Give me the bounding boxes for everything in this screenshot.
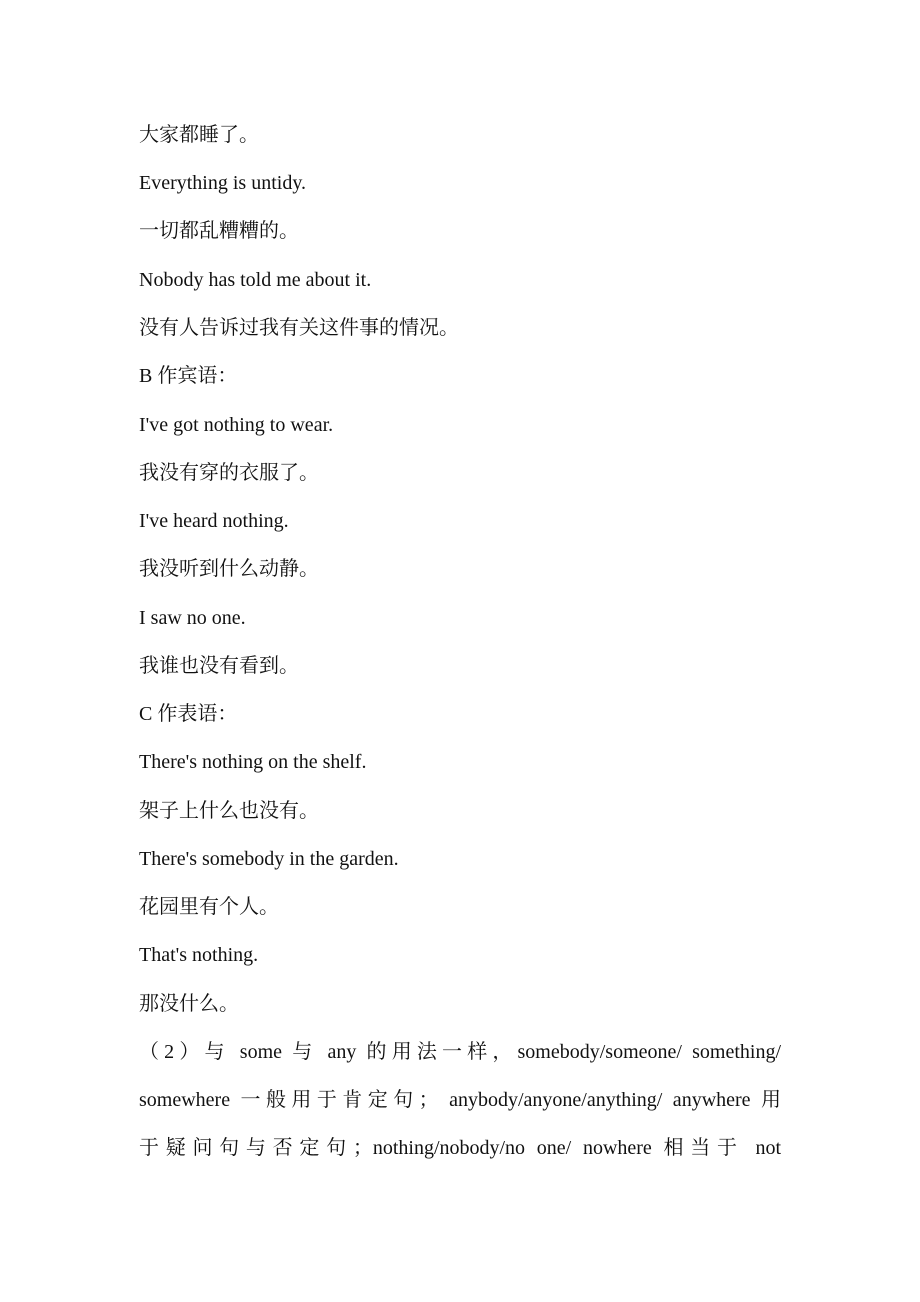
- text-line: Nobody has told me about it.: [139, 269, 372, 291]
- text-line: 一切都乱糟糟的。: [139, 220, 299, 242]
- text-line: I saw no one.: [139, 607, 246, 629]
- text-line: 大家都睡了。: [139, 124, 259, 146]
- text-line: I've got nothing to wear.: [139, 414, 334, 436]
- text-line: There's somebody in the garden.: [139, 848, 399, 870]
- paragraph-line: somewhere 一般用于肯定句； anybody/anyone/anything/ anywhere 用: [139, 1089, 781, 1111]
- text-line: 我没听到什么动静。: [139, 558, 319, 580]
- paragraph-line: （2）与 some 与 any 的用法一样，somebody/someone/ something/: [139, 1041, 781, 1063]
- paragraph-line: 于疑问句与否定句；nothing/nobody/no one/ nowhere 相当于 not: [139, 1137, 781, 1159]
- text-line: Everything is untidy.: [139, 172, 307, 194]
- text-line: There's nothing on the shelf.: [139, 751, 367, 773]
- text-line: 花园里有个人。: [139, 896, 279, 918]
- text-line: 我没有穿的衣服了。: [139, 462, 319, 484]
- text-line: 我谁也没有看到。: [139, 655, 299, 677]
- text-line: 架子上什么也没有。: [139, 800, 319, 822]
- section-heading: B 作宾语：: [139, 365, 238, 387]
- text-line: 那没什么。: [139, 993, 239, 1015]
- text-line: 没有人告诉过我有关这件事的情况。: [139, 317, 459, 339]
- text-line: That's nothing.: [139, 944, 259, 966]
- text-line: I've heard nothing.: [139, 510, 289, 532]
- section-heading: C 作表语：: [139, 703, 238, 725]
